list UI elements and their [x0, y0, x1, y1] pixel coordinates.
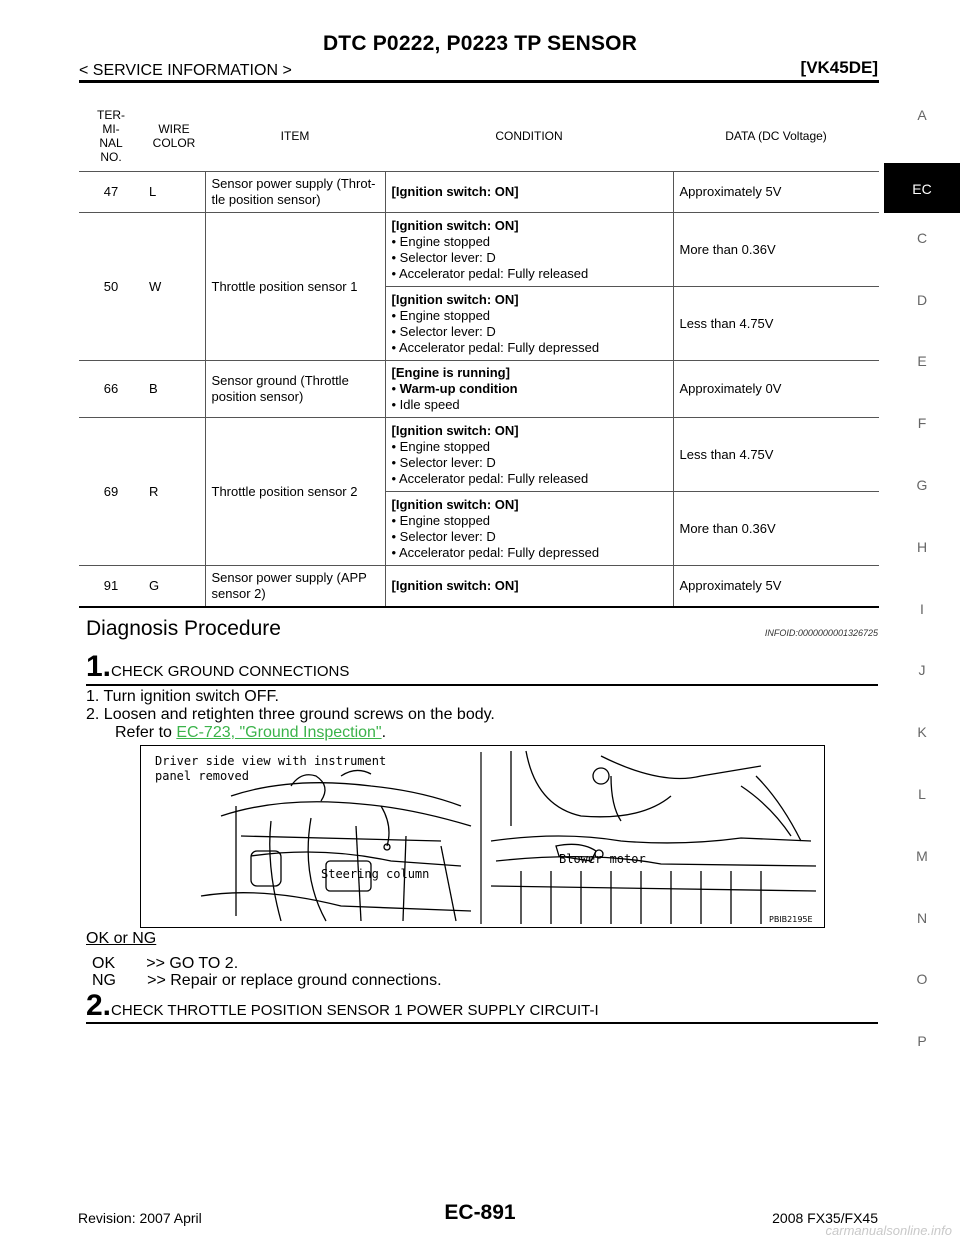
condition-cell: [Ignition switch: ON] — [385, 172, 673, 213]
index-tab-ec[interactable]: EC — [884, 163, 960, 213]
header-rule — [79, 80, 879, 83]
index-tab-l[interactable]: L — [918, 785, 926, 802]
ok-or-ng-label: OK or NG — [86, 930, 157, 947]
page-number: EC-891 — [444, 1201, 516, 1224]
index-tab-g[interactable]: G — [916, 476, 928, 493]
data-cell: Less than 4.75V — [673, 287, 879, 361]
index-tab-i[interactable]: I — [920, 600, 924, 617]
step-1-heading: 1.CHECK GROUND CONNECTIONS — [86, 650, 350, 683]
index-tab-o[interactable]: O — [916, 971, 928, 988]
terminal-no: 69 — [79, 418, 143, 566]
blower-motor-label: Blower motor — [559, 852, 646, 866]
index-tab-n[interactable]: N — [916, 909, 928, 926]
terminal-no: 66 — [79, 361, 143, 418]
figure-code: PBIB2195E — [769, 915, 813, 924]
item-cell: Throttle position sensor 1 — [205, 213, 385, 361]
wire-color: L — [143, 172, 205, 213]
step-2-heading: 2.CHECK THROTTLE POSITION SENSOR 1 POWER SUPPLY CIRCUIT-I — [86, 989, 599, 1022]
table-row — [79, 213, 879, 287]
header-wire-color: WIRE COLOR — [143, 101, 205, 172]
engine-bay-illustration — [141, 746, 824, 927]
index-tab-e[interactable]: E — [917, 353, 927, 370]
data-cell: Approximately 5V — [673, 566, 879, 608]
ok-result: OK >> GO TO 2. — [92, 955, 239, 972]
terminal-data-table — [79, 101, 879, 608]
section-index-sidebar — [884, 96, 960, 1084]
step-2-rule — [86, 1022, 878, 1024]
data-cell: Less than 4.75V — [673, 418, 879, 492]
header-condition: CONDITION — [385, 101, 673, 172]
ground-screw-figure — [140, 745, 825, 928]
section-label: < SERVICE INFORMATION > — [79, 62, 292, 79]
condition-cell: [Ignition switch: ON] • Engine stopped • Selector lever: D • Accelerator pedal: Fully depressed — [385, 287, 673, 361]
table-row — [79, 566, 879, 608]
step-1-rule — [86, 684, 878, 686]
header-terminal: TER- MI- NAL NO. — [79, 101, 143, 172]
revision-label: Revision: 2007 April — [78, 1210, 202, 1226]
table-row — [79, 361, 879, 418]
refer-line: Refer to EC-723, "Ground Inspection". — [115, 724, 387, 741]
terminal-no: 47 — [79, 172, 143, 213]
wire-color: B — [143, 361, 205, 418]
table-row — [79, 172, 879, 213]
index-tab-c[interactable]: C — [916, 229, 928, 246]
terminal-no: 91 — [79, 566, 143, 608]
instruction-2: 2. Loosen and retighten three ground screws on the body. — [86, 706, 495, 723]
model-label: 2008 FX35/FX45 — [772, 1210, 878, 1226]
ng-result: NG >> Repair or replace ground connections. — [92, 972, 442, 989]
condition-cell: [Ignition switch: ON] • Engine stopped • Selector lever: D • Accelerator pedal: Fully released — [385, 213, 673, 287]
table-row — [79, 418, 879, 492]
index-tab-a[interactable]: A — [917, 107, 927, 123]
item-cell: Sensor power supply (Throt-tle position sensor) — [205, 172, 385, 213]
data-cell: More than 0.36V — [673, 492, 879, 566]
wire-color: R — [143, 418, 205, 566]
info-id: INFOID:0000000001326725 — [764, 628, 878, 638]
condition-cell: [Engine is running] • Warm-up condition • Idle speed — [385, 361, 673, 418]
index-tab-j[interactable]: J — [918, 662, 926, 679]
condition-cell: [Ignition switch: ON] — [385, 566, 673, 608]
ground-inspection-link[interactable]: EC-723, "Ground Inspection" — [176, 724, 382, 741]
item-cell: Sensor power supply (APP sensor 2) — [205, 566, 385, 608]
terminal-no: 50 — [79, 213, 143, 361]
figure-caption-2: panel removed — [155, 769, 249, 783]
watermark: carmanualsonline.info — [825, 1223, 952, 1238]
data-cell: Approximately 0V — [673, 361, 879, 418]
index-tab-m[interactable]: M — [916, 847, 928, 864]
wire-color: W — [143, 213, 205, 361]
data-cell: Approximately 5V — [673, 172, 879, 213]
index-tab-h[interactable]: H — [916, 538, 928, 555]
header-item: ITEM — [205, 101, 385, 172]
item-cell: Sensor ground (Throttle position sensor) — [205, 361, 385, 418]
condition-cell: [Ignition switch: ON] • Engine stopped • Selector lever: D • Accelerator pedal: Fully depressed — [385, 492, 673, 566]
steering-column-label: Steering column — [321, 867, 430, 881]
condition-cell: [Ignition switch: ON] • Engine stopped • Selector lever: D • Accelerator pedal: Fully released — [385, 418, 673, 492]
wire-color: G — [143, 566, 205, 608]
header-data: DATA (DC Voltage) — [673, 101, 879, 172]
item-cell: Throttle position sensor 2 — [205, 418, 385, 566]
page-title: DTC P0222, P0223 TP SENSOR — [322, 32, 638, 55]
data-cell: More than 0.36V — [673, 213, 879, 287]
figure-caption-1: Driver side view with instrument — [155, 754, 387, 768]
diagnosis-heading: Diagnosis Procedure — [86, 617, 281, 640]
table-header-row — [79, 101, 879, 172]
engine-label: [VK45DE] — [800, 58, 878, 77]
index-tab-k[interactable]: K — [917, 724, 927, 741]
index-tab-d[interactable]: D — [916, 291, 928, 308]
index-tab-f[interactable]: F — [917, 415, 927, 432]
instruction-1: 1. Turn ignition switch OFF. — [86, 688, 279, 705]
index-tab-p[interactable]: P — [917, 1033, 927, 1050]
